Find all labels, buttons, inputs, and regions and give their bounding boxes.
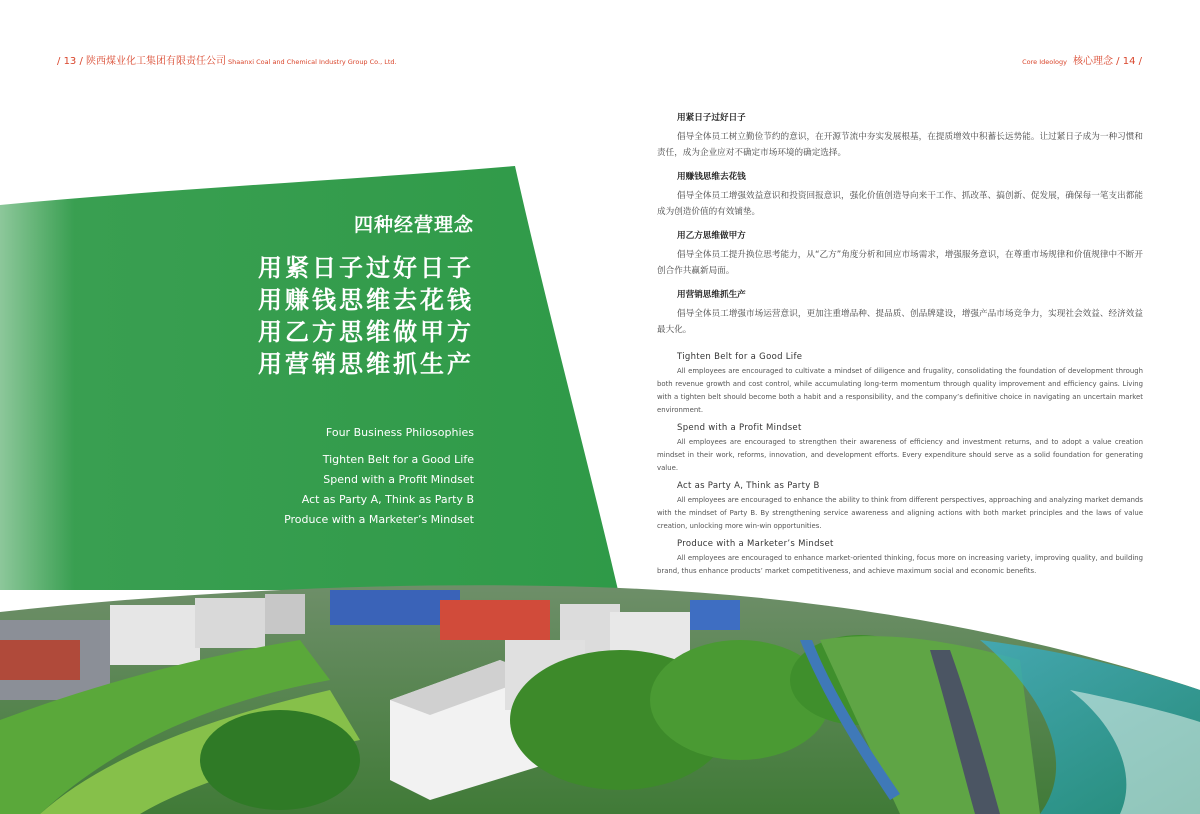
en-section-heading: Spend with a Profit Mindset (677, 423, 802, 433)
header-right: Core Ideology 核心理念 / 14 / (1022, 52, 1142, 67)
slogan: 用紧日子过好日子 (258, 253, 474, 282)
right-column (657, 111, 1143, 584)
cn-section-heading: 用乙方思维做甲方 (677, 231, 746, 241)
section-name-cn: 核心理念 (1072, 56, 1113, 67)
english-item: Act as Party A, Think as Party B (301, 493, 474, 506)
cn-section-heading: 用赚钱思维去花钱 (677, 172, 746, 182)
cn-section (657, 288, 1143, 338)
en-group (657, 352, 1143, 578)
en-section-heading: Produce with a Marketer’s Mindset (677, 539, 834, 549)
cn-section-body: 倡导全体员工提升换位思考能力，从“乙方”角度分析和回应市场需求，增强服务意识，在尊重市场规律和价值规律中不断开创合作共赢新局面。 (657, 250, 1143, 276)
cn-section (657, 229, 1143, 279)
english-summary (284, 426, 474, 530)
english-item: Produce with a Marketer’s Mindset (284, 513, 474, 526)
en-section-body: All employees are encouraged to enhance the ability to think from different perspectives, approaching and analyzing market demands with the mindset of Party B. By strengthening service awareness and aligning actions with both market principles and the laws of value creation, unlocking more win-win opportunities. (657, 496, 1143, 530)
company-name-en: Shaanxi Coal and Chemical Industry Group Co., Ltd. (228, 58, 397, 66)
header-left: / 13 / 陕西煤业化工集团有限责任公司 Shaanxi Coal and Chemical Industry Group Co., Ltd. (57, 52, 397, 67)
en-section (657, 539, 1143, 578)
en-section-body: All employees are encouraged to strengthen their awareness of efficiency and investment returns, and to adopt a value creation mindset in their work, reforms, innovation, and development efforts. Every expenditure should serve as a solid foundation for generating value. (657, 438, 1143, 472)
en-section (657, 423, 1143, 475)
slogan: 用赚钱思维去花钱 (258, 285, 474, 314)
cn-section-heading: 用紧日子过好日子 (677, 113, 746, 123)
cn-section (657, 111, 1143, 161)
company-name-cn: 陕西煤业化工集团有限责任公司 (86, 56, 227, 67)
left-page-number: 13 (63, 56, 77, 67)
cn-section (657, 170, 1143, 220)
en-section (657, 481, 1143, 533)
en-section-body: All employees are encouraged to enhance market-oriented thinking, focus more on increasing variety, improving quality, and building brand, thus enhance products’ market competitiveness, and achieve maximum social and economic benefits. (657, 554, 1143, 575)
section-name-en: Core Ideology (1022, 58, 1067, 66)
left-title-cn: 四种经营理念 (353, 214, 474, 236)
cn-section-body: 倡导全体员工增强效益意识和投资回报意识，强化价值创造导向来干工作、抓改革、搞创新、促发展，确保每一笔支出都能成为创造价值的有效铺垫。 (657, 191, 1143, 217)
english-item: Tighten Belt for a Good Life (322, 453, 474, 466)
english-item: Spend with a Profit Mindset (323, 473, 474, 486)
cn-section-body: 倡导全体员工树立勤俭节约的意识，在开源节流中夯实发展根基，在提质增效中积蓄长远势能。让过紧日子成为一种习惯和责任，成为企业应对不确定市场环境的确定选择。 (657, 132, 1143, 158)
en-section (657, 352, 1143, 417)
slogans (258, 252, 474, 380)
cn-section-heading: 用营销思维抓生产 (677, 290, 746, 300)
right-page-number: 14 (1122, 56, 1136, 67)
en-section-body: All employees are encouraged to cultivate a mindset of diligence and frugality, consolidating the foundation of development through both revenue growth and cost control, while accumulating long-term momentum through quality improvement and efficiency gains. Living with a tighten belt should become both a habit and a responsibility, and the company’s definitive choice in navigating an uncertain market environment. (657, 367, 1143, 414)
slogan: 用营销思维抓生产 (258, 349, 474, 378)
cn-section-body: 倡导全体员工增强市场运营意识，更加注重增品种、提品质、创品牌建设，增强产品市场竞争力，实现社会效益、经济效益最大化。 (657, 309, 1143, 335)
en-section-heading: Tighten Belt for a Good Life (677, 352, 803, 362)
slogan: 用乙方思维做甲方 (258, 317, 474, 346)
en-section-heading: Act as Party A, Think as Party B (677, 481, 820, 491)
english-title: Four Business Philosophies (325, 426, 474, 439)
